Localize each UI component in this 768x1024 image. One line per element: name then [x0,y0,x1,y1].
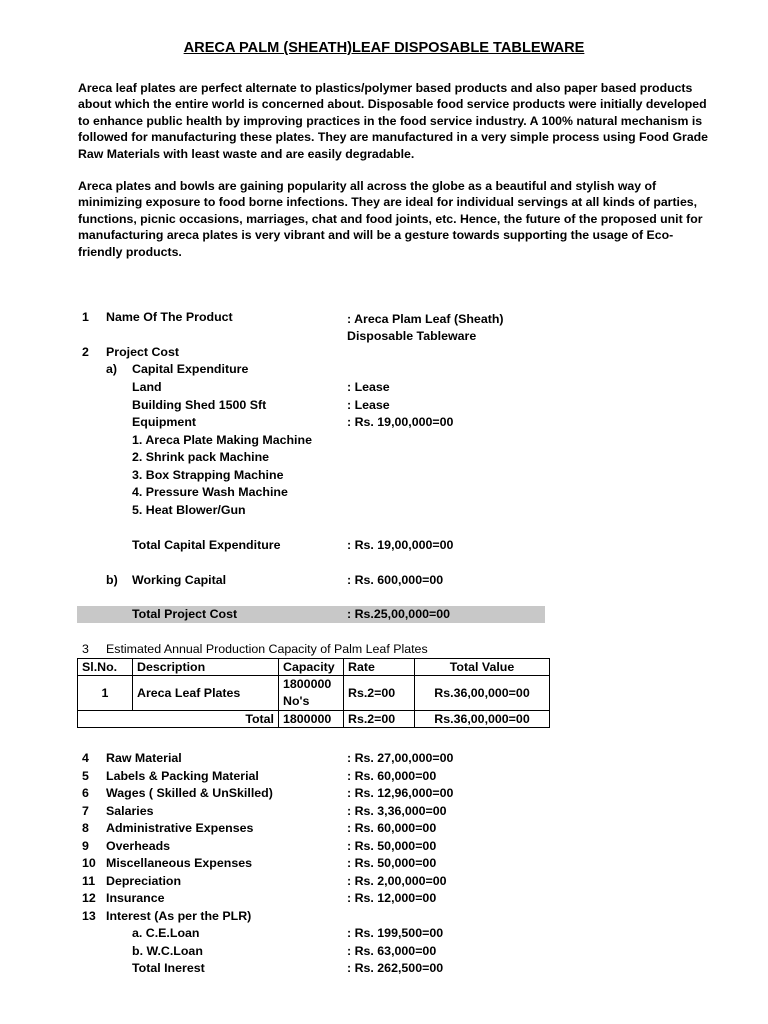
paragraph-line: Areca leaf plates are perfect alternate to plastics/polymer based products and also paper based products [78,81,693,95]
capacity-heading: Estimated Annual Production Capacity of Palm Leaf Plates [106,642,428,656]
building-shed-label: Building Shed 1500 Sft [132,398,267,412]
land-label: Land [132,380,162,394]
total-project-cost-value: : Rs.25,00,000=00 [347,607,450,621]
item-number: 8 [82,821,89,835]
total-capital-value: : Rs. 19,00,000=00 [347,538,454,552]
expense-label: Overheads [106,839,171,853]
paragraph-line: manufacturing areca plates is very vibrant and will be a gesture towards supporting the usage of Eco- [78,228,674,243]
capital-expenditure-label: Capital Expenditure [132,362,249,376]
item-number: 10 [82,856,96,870]
item-number: 3 [82,642,89,656]
expense-value: : Rs. 50,000=00 [347,839,437,853]
expense-value: : Rs. 12,96,000=00 [347,786,454,800]
item-number: 12 [82,891,96,905]
paragraph-line: followed for manufacturing these plates. They are manufactured in a very simple process using Food Grade [78,130,709,145]
table-header-cell: Rate [344,659,415,676]
expense-label: Salaries [106,804,154,818]
expense-value: : Rs. 2,00,000=00 [347,874,447,888]
equipment-value: : Rs. 19,00,000=00 [347,415,454,429]
working-capital-label: Working Capital [132,573,227,587]
paragraph-line: to enhance public health by improving practices in the food service industry. A 100% natural mechanism is [78,113,703,128]
expense-label: Depreciation [106,874,182,888]
interest-value: : Rs. 199,500=00 [347,926,444,940]
table-cell: Rs.36,00,000=00 [415,676,550,711]
capacity-table [77,658,550,728]
expense-value: : Rs. 50,000=00 [347,856,437,870]
expense-label: Labels & Packing Material [106,769,259,783]
capacity-unit: No's [283,694,310,708]
capacity-value: 1800000 [283,677,332,691]
table-header-cell: Description [133,659,279,676]
project-cost-label: Project Cost [106,345,179,359]
working-capital-value: : Rs. 600,000=00 [347,573,444,587]
intro-paragraph-1 [78,80,709,162]
expense-label: Wages ( Skilled & UnSkilled) [106,786,273,800]
table-total-row [78,711,550,728]
machine-item: 1. Areca Plate Making Machine [132,433,312,447]
paragraph-line: Areca plates and bowls are gaining popularity all across the globe as a beautiful and stylish way of [78,179,657,193]
paragraph-line: Raw Materials with least waste and are easily degradable. [78,146,415,161]
table-cell: Rs.36,00,000=00 [415,711,550,728]
table-header-row [78,659,550,676]
table-cell: Rs.2=00 [344,711,415,728]
expense-label: Raw Material [106,751,182,765]
table-header-cell: Sl.No. [78,659,133,676]
item-number: 13 [82,909,96,923]
interest-total-value: : Rs. 262,500=00 [347,961,444,975]
table-cell: 1 [78,676,133,711]
total-capital-label: Total Capital Expenditure [132,538,281,552]
machine-item: 4. Pressure Wash Machine [132,485,288,499]
item-number: 2 [82,345,89,359]
building-shed-value: : Lease [347,398,390,412]
paragraph-line: about which the entire world is concerned about. Disposable food service products were initially developed [78,97,707,112]
document-title: ARECA PALM (SHEATH)LEAF DISPOSABLE TABLEWARE [183,40,585,56]
item-number: 5 [82,769,89,783]
table-row [78,676,550,711]
sub-marker: a) [106,362,118,376]
expense-value: : Rs. 27,00,000=00 [347,751,454,765]
item-number: 4 [82,751,89,765]
table-header-cell: Capacity [279,659,344,676]
table-cell: Areca Leaf Plates [133,676,279,711]
interest-label: a. C.E.Loan [132,926,200,940]
paragraph-line: minimizing exposure to food borne infections. They are ideal for individual servings at all kinds of parties, [78,195,698,210]
expense-value: : Rs. 3,36,000=00 [347,804,447,818]
item-number: 9 [82,839,89,853]
expense-value: : Rs. 12,000=00 [347,891,437,905]
expense-label: Miscellaneous Expenses [106,856,253,870]
product-name-value-cont: Disposable Tableware [347,329,477,343]
interest-label: b. W.C.Loan [132,944,203,958]
land-value: : Lease [347,380,390,394]
product-name-label: Name Of The Product [106,310,233,324]
item-number: 7 [82,804,89,818]
interest-total-label: Total Inerest [132,961,205,975]
expense-label: Interest (As per the PLR) [106,909,252,923]
table-cell: Rs.2=00 [344,676,415,711]
table-cell: Total [78,711,279,728]
table-cell-capacity [279,676,344,711]
table-header-cell: Total Value [415,659,550,676]
paragraph-line: friendly products. [78,244,182,259]
machine-item: 3. Box Strapping Machine [132,468,284,482]
intro-paragraph-2 [78,178,703,260]
machine-item: 2. Shrink pack Machine [132,450,270,464]
total-project-cost-label: Total Project Cost [132,607,238,621]
item-number: 11 [82,874,96,888]
table-cell: 1800000 [279,711,344,728]
paragraph-line: functions, picnic occasions, marriages, chat and food joints, etc. Hence, the future of the proposed unit for [78,211,703,226]
item-number: 6 [82,786,89,800]
machine-item: 5. Heat Blower/Gun [132,503,246,517]
product-name-value: : Areca Plam Leaf (Sheath) [347,312,504,326]
expense-value: : Rs. 60,000=00 [347,821,437,835]
expense-value: : Rs. 60,000=00 [347,769,437,783]
item-number: 1 [82,310,89,324]
expense-label: Administrative Expenses [106,821,254,835]
sub-marker: b) [106,573,118,587]
expense-label: Insurance [106,891,165,905]
equipment-label: Equipment [132,415,197,429]
interest-value: : Rs. 63,000=00 [347,944,437,958]
